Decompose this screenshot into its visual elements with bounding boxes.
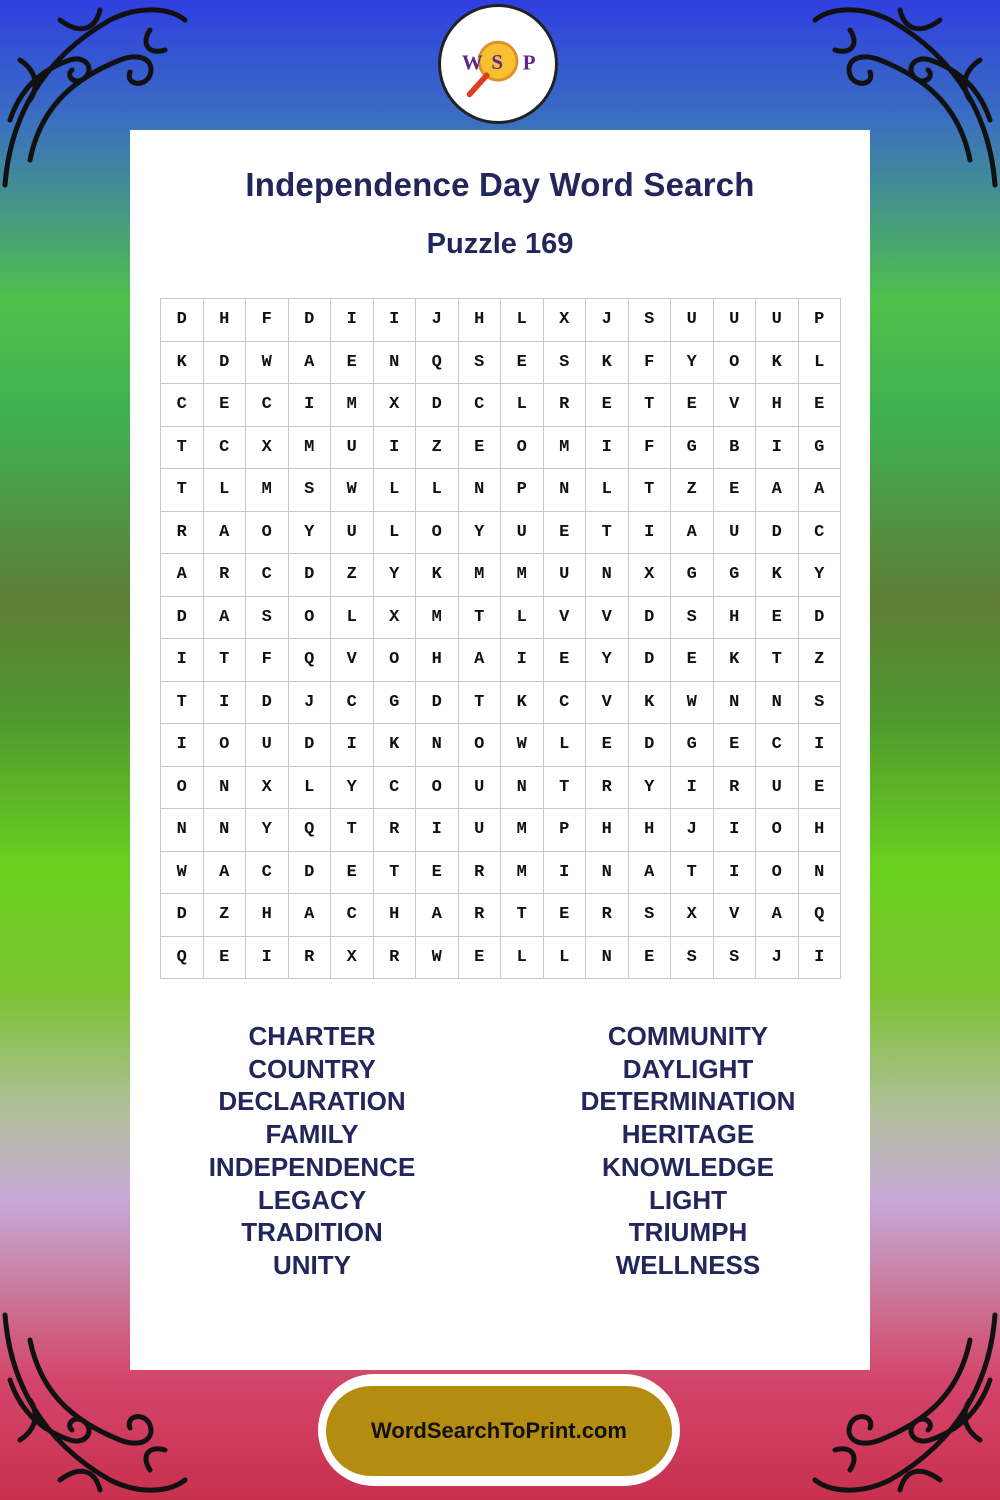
grid-cell[interactable]: I bbox=[331, 724, 374, 767]
grid-cell[interactable]: O bbox=[416, 512, 459, 555]
grid-cell[interactable]: U bbox=[331, 427, 374, 470]
grid-cell[interactable]: R bbox=[586, 767, 629, 810]
grid-cell[interactable]: E bbox=[714, 469, 757, 512]
grid-cell[interactable]: A bbox=[459, 639, 502, 682]
word-item: COUNTRY bbox=[248, 1053, 376, 1084]
logo-letter-s: S bbox=[491, 49, 503, 74]
grid-cell[interactable]: D bbox=[161, 894, 204, 937]
grid-cell[interactable]: J bbox=[671, 809, 714, 852]
grid-cell[interactable]: E bbox=[416, 852, 459, 895]
grid-cell[interactable]: G bbox=[671, 724, 714, 767]
word-item: FAMILY bbox=[265, 1119, 359, 1150]
word-item: UNITY bbox=[273, 1249, 351, 1280]
grid-cell[interactable]: N bbox=[756, 682, 799, 725]
grid-cell[interactable]: L bbox=[586, 469, 629, 512]
grid-cell[interactable]: L bbox=[544, 937, 587, 980]
grid-cell[interactable]: I bbox=[586, 427, 629, 470]
grid-cell[interactable]: E bbox=[204, 384, 247, 427]
grid-cell[interactable]: U bbox=[246, 724, 289, 767]
grid-cell[interactable]: I bbox=[714, 809, 757, 852]
grid-cell[interactable]: U bbox=[331, 512, 374, 555]
grid-cell[interactable]: W bbox=[246, 342, 289, 385]
grid-cell[interactable]: A bbox=[204, 512, 247, 555]
grid-cell[interactable]: J bbox=[586, 299, 629, 342]
grid-cell[interactable]: F bbox=[629, 427, 672, 470]
grid-cell[interactable]: R bbox=[374, 937, 417, 980]
grid-cell[interactable]: L bbox=[799, 342, 842, 385]
word-item: WELLNESS bbox=[615, 1249, 761, 1280]
grid-cell[interactable]: C bbox=[331, 682, 374, 725]
grid-cell[interactable]: S bbox=[714, 937, 757, 980]
grid-cell[interactable]: D bbox=[246, 682, 289, 725]
word-item: KNOWLEDGE bbox=[602, 1151, 774, 1182]
grid-cell[interactable]: N bbox=[204, 767, 247, 810]
word-item: LEGACY bbox=[257, 1184, 367, 1215]
word-item: INDEPENDENCE bbox=[208, 1151, 416, 1182]
word-item: HERITAGE bbox=[621, 1119, 755, 1150]
grid-cell[interactable]: T bbox=[756, 639, 799, 682]
grid-cell[interactable]: E bbox=[671, 384, 714, 427]
grid-cell[interactable]: A bbox=[416, 894, 459, 937]
grid-cell[interactable]: M bbox=[501, 554, 544, 597]
grid-cell[interactable]: J bbox=[416, 299, 459, 342]
grid-cell[interactable]: G bbox=[714, 554, 757, 597]
grid-cell[interactable]: B bbox=[714, 427, 757, 470]
grid-cell[interactable]: O bbox=[204, 724, 247, 767]
grid-cell[interactable]: Y bbox=[586, 639, 629, 682]
grid-cell[interactable]: Y bbox=[289, 512, 332, 555]
grid-cell[interactable]: E bbox=[204, 937, 247, 980]
grid-cell[interactable]: I bbox=[714, 852, 757, 895]
grid-cell[interactable]: U bbox=[501, 512, 544, 555]
grid-cell[interactable]: P bbox=[544, 809, 587, 852]
grid-cell[interactable]: I bbox=[374, 427, 417, 470]
grid-cell[interactable]: D bbox=[416, 384, 459, 427]
puzzle-number: Puzzle 169 bbox=[426, 228, 574, 260]
grid-cell[interactable]: W bbox=[161, 852, 204, 895]
grid-cell[interactable]: X bbox=[374, 597, 417, 640]
grid-cell[interactable]: R bbox=[714, 767, 757, 810]
grid-cell[interactable]: L bbox=[501, 299, 544, 342]
grid-cell[interactable]: U bbox=[714, 512, 757, 555]
grid-cell[interactable]: E bbox=[714, 724, 757, 767]
grid-cell[interactable]: N bbox=[714, 682, 757, 725]
grid-cell[interactable]: K bbox=[586, 342, 629, 385]
grid-cell[interactable]: T bbox=[204, 639, 247, 682]
grid-cell[interactable]: Y bbox=[799, 554, 842, 597]
grid-cell[interactable]: A bbox=[671, 512, 714, 555]
grid-cell[interactable]: S bbox=[629, 299, 672, 342]
grid-cell[interactable]: V bbox=[586, 597, 629, 640]
grid-cell[interactable]: A bbox=[204, 597, 247, 640]
grid-cell[interactable]: N bbox=[799, 852, 842, 895]
grid-cell[interactable]: R bbox=[586, 894, 629, 937]
page-title: Independence Day Word Search bbox=[245, 166, 755, 203]
grid-cell[interactable]: C bbox=[161, 384, 204, 427]
grid-cell[interactable]: M bbox=[501, 852, 544, 895]
grid-cell[interactable]: E bbox=[756, 597, 799, 640]
grid-cell[interactable]: V bbox=[586, 682, 629, 725]
grid-cell[interactable]: A bbox=[799, 469, 842, 512]
grid-cell[interactable]: S bbox=[459, 342, 502, 385]
grid-cell[interactable]: E bbox=[586, 724, 629, 767]
grid-cell[interactable]: D bbox=[289, 852, 332, 895]
grid-cell[interactable]: D bbox=[161, 299, 204, 342]
grid-cell[interactable]: D bbox=[416, 682, 459, 725]
grid-cell[interactable]: C bbox=[459, 384, 502, 427]
grid-cell[interactable]: T bbox=[161, 427, 204, 470]
grid-cell[interactable]: P bbox=[799, 299, 842, 342]
grid-cell[interactable]: U bbox=[756, 299, 799, 342]
grid-cell[interactable]: O bbox=[714, 342, 757, 385]
grid-cell[interactable]: V bbox=[331, 639, 374, 682]
grid-cell[interactable]: Z bbox=[416, 427, 459, 470]
grid-cell[interactable]: J bbox=[756, 937, 799, 980]
grid-cell[interactable]: C bbox=[544, 682, 587, 725]
grid-cell[interactable]: C bbox=[331, 894, 374, 937]
grid-cell[interactable]: C bbox=[246, 384, 289, 427]
word-item: COMMUNITY bbox=[607, 1021, 769, 1051]
grid-cell[interactable]: S bbox=[289, 469, 332, 512]
grid-cell[interactable]: W bbox=[501, 724, 544, 767]
word-item: TRIUMPH bbox=[628, 1217, 748, 1248]
grid-cell[interactable]: Q bbox=[799, 894, 842, 937]
grid-cell[interactable]: G bbox=[374, 682, 417, 725]
grid-cell[interactable]: V bbox=[714, 894, 757, 937]
grid-cell[interactable]: E bbox=[331, 852, 374, 895]
grid-cell[interactable]: Z bbox=[204, 894, 247, 937]
grid-cell[interactable]: E bbox=[459, 937, 502, 980]
grid-cell[interactable]: L bbox=[501, 937, 544, 980]
grid-cell[interactable]: K bbox=[161, 342, 204, 385]
grid-cell[interactable]: I bbox=[799, 937, 842, 980]
grid-cell[interactable]: H bbox=[246, 894, 289, 937]
grid-cell[interactable]: Y bbox=[331, 767, 374, 810]
grid-cell[interactable]: R bbox=[289, 937, 332, 980]
grid-cell[interactable]: I bbox=[671, 767, 714, 810]
grid-cell[interactable]: O bbox=[416, 767, 459, 810]
grid-cell[interactable]: A bbox=[289, 342, 332, 385]
grid-cell[interactable]: I bbox=[416, 809, 459, 852]
grid-cell[interactable]: K bbox=[756, 554, 799, 597]
grid-cell[interactable]: G bbox=[671, 554, 714, 597]
grid-cell[interactable]: M bbox=[544, 427, 587, 470]
grid-cell[interactable]: T bbox=[374, 852, 417, 895]
word-item: CHARTER bbox=[248, 1021, 376, 1051]
grid-cell[interactable]: R bbox=[459, 852, 502, 895]
grid-cell[interactable]: A bbox=[756, 469, 799, 512]
logo-letter-w: W bbox=[461, 50, 483, 75]
grid-cell[interactable]: A bbox=[204, 852, 247, 895]
grid-cell[interactable]: L bbox=[331, 597, 374, 640]
footer-link[interactable]: WordSearchToPrint.com bbox=[326, 1386, 672, 1476]
grid-cell[interactable]: Y bbox=[629, 767, 672, 810]
grid-cell[interactable]: X bbox=[629, 554, 672, 597]
grid-cell[interactable]: T bbox=[161, 682, 204, 725]
site-logo[interactable] bbox=[438, 4, 558, 124]
grid-cell[interactable]: X bbox=[544, 299, 587, 342]
grid-cell[interactable]: M bbox=[289, 427, 332, 470]
grid-cell[interactable]: O bbox=[374, 639, 417, 682]
grid-cell[interactable]: O bbox=[246, 512, 289, 555]
grid-cell[interactable]: N bbox=[586, 554, 629, 597]
grid-cell[interactable]: I bbox=[204, 682, 247, 725]
grid-cell[interactable]: K bbox=[629, 682, 672, 725]
grid-cell[interactable]: Q bbox=[161, 937, 204, 980]
grid-cell[interactable]: S bbox=[671, 597, 714, 640]
grid-cell[interactable]: L bbox=[544, 724, 587, 767]
grid-cell[interactable]: U bbox=[671, 299, 714, 342]
grid-cell[interactable]: K bbox=[416, 554, 459, 597]
grid-cell[interactable]: O bbox=[161, 767, 204, 810]
grid-cell[interactable]: I bbox=[756, 427, 799, 470]
grid-cell[interactable]: X bbox=[246, 767, 289, 810]
grid-cell[interactable]: H bbox=[714, 597, 757, 640]
grid-cell[interactable]: E bbox=[671, 639, 714, 682]
grid-cell[interactable]: Q bbox=[416, 342, 459, 385]
grid-cell[interactable]: O bbox=[289, 597, 332, 640]
grid-cell[interactable]: D bbox=[756, 512, 799, 555]
word-item: DECLARATION bbox=[218, 1086, 406, 1117]
grid-cell[interactable]: T bbox=[501, 894, 544, 937]
grid-cell[interactable]: E bbox=[799, 384, 842, 427]
word-list-left bbox=[162, 1020, 462, 1282]
grid-cell[interactable]: C bbox=[204, 427, 247, 470]
grid-cell[interactable]: O bbox=[756, 852, 799, 895]
grid-cell[interactable]: Y bbox=[374, 554, 417, 597]
word-item: LIGHT bbox=[649, 1184, 727, 1215]
grid-cell[interactable]: D bbox=[629, 597, 672, 640]
grid-cell[interactable]: W bbox=[671, 682, 714, 725]
grid-cell[interactable]: P bbox=[501, 469, 544, 512]
grid-cell[interactable]: K bbox=[756, 342, 799, 385]
grid-cell[interactable]: A bbox=[756, 894, 799, 937]
grid-cell[interactable]: S bbox=[629, 894, 672, 937]
grid-cell[interactable]: I bbox=[629, 512, 672, 555]
grid-cell[interactable]: L bbox=[289, 767, 332, 810]
grid-cell[interactable]: N bbox=[374, 342, 417, 385]
grid-cell[interactable]: K bbox=[501, 682, 544, 725]
grid-cell[interactable]: K bbox=[374, 724, 417, 767]
grid-cell[interactable]: E bbox=[501, 342, 544, 385]
grid-cell[interactable]: D bbox=[629, 639, 672, 682]
grid-cell[interactable]: F bbox=[246, 299, 289, 342]
grid-cell[interactable]: Y bbox=[246, 809, 289, 852]
grid-cell[interactable]: H bbox=[374, 894, 417, 937]
grid-cell[interactable]: A bbox=[161, 554, 204, 597]
grid-cell[interactable]: M bbox=[246, 469, 289, 512]
grid-cell[interactable]: S bbox=[246, 597, 289, 640]
grid-cell[interactable]: O bbox=[501, 427, 544, 470]
grid-cell[interactable]: E bbox=[544, 894, 587, 937]
grid-cell[interactable]: E bbox=[544, 639, 587, 682]
grid-cell[interactable]: A bbox=[289, 894, 332, 937]
grid-cell[interactable]: H bbox=[416, 639, 459, 682]
grid-cell[interactable]: L bbox=[204, 469, 247, 512]
grid-cell[interactable]: X bbox=[246, 427, 289, 470]
word-item: DETERMINATION bbox=[580, 1086, 796, 1117]
grid-cell[interactable]: L bbox=[416, 469, 459, 512]
grid-cell[interactable]: Z bbox=[799, 639, 842, 682]
grid-cell[interactable]: L bbox=[374, 512, 417, 555]
grid-cell[interactable]: S bbox=[671, 937, 714, 980]
grid-cell[interactable]: M bbox=[459, 554, 502, 597]
grid-cell[interactable]: T bbox=[331, 809, 374, 852]
grid-cell[interactable]: D bbox=[799, 597, 842, 640]
grid-cell[interactable]: Q bbox=[289, 809, 332, 852]
grid-cell[interactable]: I bbox=[161, 724, 204, 767]
grid-cell[interactable]: Z bbox=[331, 554, 374, 597]
grid-cell[interactable]: T bbox=[629, 384, 672, 427]
grid-cell[interactable]: X bbox=[331, 937, 374, 980]
grid-cell[interactable]: R bbox=[459, 894, 502, 937]
grid-cell[interactable]: D bbox=[204, 342, 247, 385]
grid-cell[interactable]: E bbox=[459, 427, 502, 470]
grid-cell[interactable]: C bbox=[756, 724, 799, 767]
grid-cell[interactable]: O bbox=[756, 809, 799, 852]
grid-cell[interactable]: X bbox=[671, 894, 714, 937]
grid-cell[interactable]: F bbox=[629, 342, 672, 385]
grid-cell[interactable]: Y bbox=[459, 512, 502, 555]
grid-cell[interactable]: N bbox=[416, 724, 459, 767]
grid-cell[interactable]: H bbox=[204, 299, 247, 342]
grid-cell[interactable]: C bbox=[246, 852, 289, 895]
grid-cell[interactable]: I bbox=[501, 639, 544, 682]
grid-cell[interactable]: D bbox=[289, 554, 332, 597]
grid-cell[interactable]: N bbox=[204, 809, 247, 852]
grid-cell[interactable]: H bbox=[756, 384, 799, 427]
grid-cell[interactable]: Z bbox=[671, 469, 714, 512]
grid-cell[interactable]: R bbox=[161, 512, 204, 555]
grid-cell[interactable]: C bbox=[374, 767, 417, 810]
grid-cell[interactable]: U bbox=[544, 554, 587, 597]
word-item: DAYLIGHT bbox=[622, 1053, 754, 1084]
grid-cell[interactable]: N bbox=[544, 469, 587, 512]
grid-cell[interactable]: L bbox=[501, 384, 544, 427]
grid-cell[interactable]: G bbox=[671, 427, 714, 470]
grid-cell[interactable]: E bbox=[544, 512, 587, 555]
grid-cell[interactable]: H bbox=[586, 809, 629, 852]
grid-cell[interactable]: R bbox=[204, 554, 247, 597]
grid-cell[interactable]: U bbox=[459, 767, 502, 810]
grid-cell[interactable]: I bbox=[289, 384, 332, 427]
grid-cell[interactable]: L bbox=[501, 597, 544, 640]
grid-cell[interactable]: Q bbox=[289, 639, 332, 682]
grid-cell[interactable]: E bbox=[586, 384, 629, 427]
grid-cell[interactable]: S bbox=[799, 682, 842, 725]
grid-cell[interactable]: M bbox=[331, 384, 374, 427]
grid-cell[interactable]: J bbox=[289, 682, 332, 725]
grid-cell[interactable]: I bbox=[374, 299, 417, 342]
grid-cell[interactable]: F bbox=[246, 639, 289, 682]
grid-cell[interactable]: T bbox=[544, 767, 587, 810]
grid-cell[interactable]: H bbox=[629, 809, 672, 852]
grid-cell[interactable]: I bbox=[544, 852, 587, 895]
grid-cell[interactable]: M bbox=[501, 809, 544, 852]
grid-cell[interactable]: W bbox=[331, 469, 374, 512]
grid-cell[interactable]: T bbox=[586, 512, 629, 555]
grid-cell[interactable]: L bbox=[374, 469, 417, 512]
grid-cell[interactable]: R bbox=[374, 809, 417, 852]
grid-cell[interactable]: T bbox=[459, 682, 502, 725]
grid-cell[interactable]: I bbox=[799, 724, 842, 767]
grid-cell[interactable]: A bbox=[629, 852, 672, 895]
grid-cell[interactable]: D bbox=[629, 724, 672, 767]
grid-cell[interactable]: R bbox=[544, 384, 587, 427]
logo-letter-p: P bbox=[522, 50, 536, 75]
grid-cell[interactable]: T bbox=[671, 852, 714, 895]
grid-cell[interactable]: N bbox=[501, 767, 544, 810]
grid-cell[interactable]: W bbox=[416, 937, 459, 980]
grid-cell[interactable]: V bbox=[714, 384, 757, 427]
grid-cell[interactable]: K bbox=[714, 639, 757, 682]
grid-cell[interactable]: E bbox=[629, 937, 672, 980]
grid-cell[interactable]: S bbox=[544, 342, 587, 385]
grid-cell[interactable]: U bbox=[459, 809, 502, 852]
grid-cell[interactable]: T bbox=[629, 469, 672, 512]
grid-cell[interactable]: E bbox=[331, 342, 374, 385]
grid-cell[interactable]: U bbox=[714, 299, 757, 342]
grid-cell[interactable]: X bbox=[374, 384, 417, 427]
grid-cell[interactable]: D bbox=[161, 597, 204, 640]
grid-cell[interactable]: D bbox=[289, 299, 332, 342]
grid-cell[interactable]: H bbox=[799, 809, 842, 852]
word-item: TRADITION bbox=[241, 1217, 383, 1248]
grid-cell[interactable]: U bbox=[756, 767, 799, 810]
word-list-right bbox=[538, 1020, 838, 1282]
grid-cell[interactable]: C bbox=[799, 512, 842, 555]
grid-cell[interactable]: G bbox=[799, 427, 842, 470]
grid-cell[interactable]: Y bbox=[671, 342, 714, 385]
grid-cell[interactable]: D bbox=[289, 724, 332, 767]
grid-cell[interactable]: E bbox=[799, 767, 842, 810]
grid-cell[interactable]: N bbox=[586, 937, 629, 980]
grid-cell[interactable]: N bbox=[586, 852, 629, 895]
grid-cell[interactable]: T bbox=[161, 469, 204, 512]
grid-cell[interactable]: V bbox=[544, 597, 587, 640]
grid-cell[interactable]: I bbox=[161, 639, 204, 682]
grid-cell[interactable]: O bbox=[459, 724, 502, 767]
grid-cell[interactable]: T bbox=[459, 597, 502, 640]
letter-grid bbox=[160, 298, 841, 979]
grid-cell[interactable]: H bbox=[459, 299, 502, 342]
grid-cell[interactable]: C bbox=[246, 554, 289, 597]
grid-cell[interactable]: I bbox=[246, 937, 289, 980]
grid-cell[interactable]: M bbox=[416, 597, 459, 640]
grid-cell[interactable]: I bbox=[331, 299, 374, 342]
grid-cell[interactable]: N bbox=[161, 809, 204, 852]
grid-cell[interactable]: N bbox=[459, 469, 502, 512]
